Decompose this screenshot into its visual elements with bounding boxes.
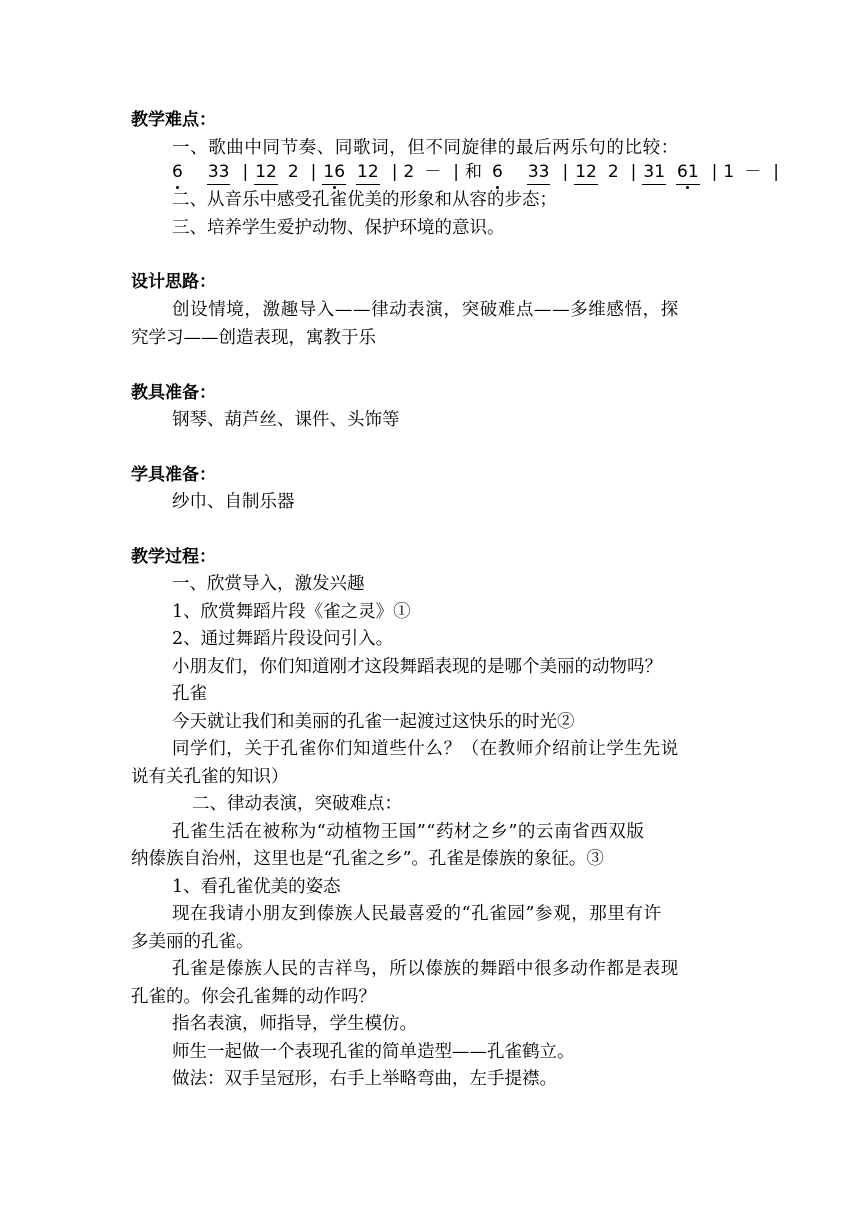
- bar-line: |: [391, 162, 398, 182]
- difficulty-item-1: 一、歌曲中同节奏、同歌词，但不同旋律的最后两乐句的比较：: [172, 138, 679, 158]
- process-line: 小朋友们，你们知道刚才这段舞蹈表现的是哪个美丽的动物吗？: [172, 657, 662, 677]
- note-12: 12: [574, 160, 598, 185]
- note-33: 33: [527, 160, 551, 185]
- process-line: 2、通过舞蹈片段设问引入。: [172, 629, 394, 649]
- note-dash: －: [744, 162, 762, 182]
- note-6-low: 6: [172, 162, 183, 182]
- note-2: 2: [403, 162, 415, 182]
- bar-line: |: [711, 162, 718, 182]
- note-12: 12: [356, 160, 380, 185]
- design-line-1: 创设情境，激趣导入——律动表演，突破难点——多维感悟，探: [172, 300, 679, 320]
- design-line-2: 究学习——创造表现，寓教于乐: [131, 328, 376, 348]
- note-2: 2: [287, 162, 299, 182]
- note-31: 31: [642, 160, 666, 185]
- process-line: 1、看孔雀优美的姿态: [172, 877, 341, 897]
- note-12: 12: [254, 160, 278, 185]
- process-line: 多美丽的孔雀。: [131, 932, 254, 952]
- process-line: 同学们，关于孔雀你们知道些什么？（在教师介绍前让学生先说: [172, 739, 679, 759]
- music-notation: [172, 160, 785, 186]
- heading-teaching-tools: 教具准备：: [131, 383, 216, 403]
- difficulty-item-3: 三、培养学生爱护动物、保护环境的意识。: [172, 218, 505, 238]
- student-tools-content: 纱巾、自制乐器: [172, 492, 295, 512]
- bar-line: |: [773, 162, 779, 182]
- process-line: 孔雀是傣族人民的吉祥鸟，所以傣族的舞蹈中很多动作都是表现: [172, 959, 679, 979]
- note-6-low: 6: [491, 162, 503, 182]
- bar-line: |: [630, 162, 637, 182]
- process-line: 1、欣赏舞蹈片段《雀之灵》①: [172, 602, 411, 622]
- process-line: 现在我请小朋友到傣族人民最喜爱的“孔雀园”参观，那里有许: [172, 904, 662, 924]
- heading-design-idea: 设计思路：: [131, 272, 216, 292]
- process-line: 指名表演，师指导，学生模仿。: [172, 1014, 417, 1034]
- note-dash: －: [424, 162, 442, 182]
- heading-teaching-process: 教学过程：: [131, 547, 216, 567]
- note-61: 61: [676, 160, 700, 185]
- process-line: 孔雀的。你会孔雀舞的动作吗？: [131, 987, 376, 1007]
- note-16: 16: [322, 160, 346, 185]
- process-line: 一、欣赏导入，激发兴趣: [172, 574, 365, 594]
- note-1: 1: [723, 162, 735, 182]
- heading-student-tools: 学具准备：: [131, 465, 216, 485]
- process-line: 纳傣族自治州，这里也是“孔雀之乡”。孔雀是傣族的象征。③: [131, 849, 604, 869]
- bar-line: |: [310, 162, 317, 182]
- heading-teaching-difficulty: 教学难点：: [131, 110, 216, 130]
- process-subheading: 二、律动表演，突破难点：: [192, 794, 402, 814]
- note-2: 2: [607, 162, 619, 182]
- teaching-tools-content: 钢琴、葫芦丝、课件、头饰等: [172, 410, 400, 430]
- process-line: 师生一起做一个表现孔雀的简单造型——孔雀鹤立。: [172, 1042, 575, 1062]
- bar-line: |: [453, 162, 459, 182]
- conjunction-and: 和: [464, 162, 482, 182]
- process-line: 做法：双手呈冠形，右手上举略弯曲，左手提襟。: [172, 1069, 557, 1089]
- process-line: 说有关孔雀的知识）: [131, 767, 289, 787]
- process-line: 今天就让我们和美丽的孔雀一起渡过这快乐的时光②: [172, 712, 575, 732]
- note-33: 33: [207, 160, 231, 185]
- bar-line: |: [562, 162, 569, 182]
- difficulty-item-2: 二、从音乐中感受孔雀优美的形象和从容的步态；: [172, 190, 557, 210]
- process-line: 孔雀: [172, 684, 207, 704]
- process-line: 孔雀生活在被称为“动植物王国”“药材之乡”的云南省西双版: [172, 822, 645, 842]
- bar-line: |: [242, 162, 249, 182]
